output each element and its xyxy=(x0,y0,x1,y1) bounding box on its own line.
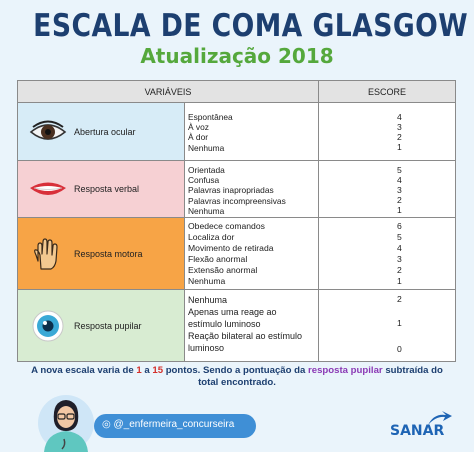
score-value: 2 xyxy=(397,195,402,205)
column-header-score: ESCORE xyxy=(367,87,406,97)
footnote xyxy=(10,365,464,389)
instagram-icon: ◎ xyxy=(102,419,114,430)
hand-icon xyxy=(28,237,68,271)
eye-icon xyxy=(28,115,68,149)
table-row xyxy=(18,290,455,361)
option-text: À dor xyxy=(188,132,209,143)
table-row xyxy=(18,218,455,290)
table-header xyxy=(18,81,455,103)
option-text: luminoso xyxy=(188,343,225,353)
nurse-avatar xyxy=(36,393,96,452)
score-value: 4 xyxy=(397,243,402,253)
options-list xyxy=(188,112,316,153)
footnote-text: a xyxy=(141,365,153,376)
column-divider xyxy=(184,103,185,361)
option-text: Nenhuma xyxy=(188,142,225,153)
footnote-highlight: resposta pupilar xyxy=(308,365,383,376)
footnote-text: pontos. Sendo a pontuação da xyxy=(163,365,309,376)
option-text: Localiza dor xyxy=(188,232,235,242)
score-value: 3 xyxy=(397,122,402,132)
score-value: 1 xyxy=(397,276,402,286)
score-value: 3 xyxy=(397,185,402,195)
score-value: 4 xyxy=(397,175,402,185)
category-label: Resposta verbal xyxy=(74,184,140,194)
score-value: 1 xyxy=(397,205,402,215)
option-text: Extensão anormal xyxy=(188,265,258,275)
column-divider xyxy=(318,81,319,361)
footnote-text: total encontrado. xyxy=(198,377,276,388)
score-value: 5 xyxy=(397,232,402,242)
option-text: Movimento de retirada xyxy=(188,243,274,253)
mouth-icon xyxy=(28,172,68,206)
footnote-min: 1 xyxy=(136,365,142,376)
social-handle-badge[interactable] xyxy=(94,414,256,438)
option-text: Espontânea xyxy=(188,112,233,122)
score-value: 3 xyxy=(397,254,402,264)
category-label: Resposta pupilar xyxy=(74,320,142,331)
page-subtitle: Atualização 2018 xyxy=(140,44,334,68)
footnote-text: subtraída do xyxy=(382,365,443,376)
options-list xyxy=(188,165,316,216)
score-value: 5 xyxy=(397,165,402,175)
option-text: Confusa xyxy=(188,175,220,186)
score-value: 1 xyxy=(397,318,402,328)
score-value: 1 xyxy=(397,142,402,152)
options-list xyxy=(188,221,316,287)
score-value: 4 xyxy=(397,112,402,122)
option-text: Orientada xyxy=(188,165,225,175)
option-text: Reação bilateral ao estímulo xyxy=(188,331,303,341)
category-cell xyxy=(18,218,184,289)
glasgow-table xyxy=(17,80,456,362)
table-row xyxy=(18,103,455,161)
score-value: 2 xyxy=(397,294,402,304)
option-text: Palavras incompreensivas xyxy=(188,195,286,206)
option-text: Obedece comandos xyxy=(188,221,265,231)
category-cell xyxy=(18,161,184,217)
option-text: Nenhuma xyxy=(188,205,225,216)
brand-logo: SANAR xyxy=(390,423,445,439)
options-list xyxy=(188,294,316,354)
option-text: Nenhuma xyxy=(188,295,228,305)
category-label: Abertura ocular xyxy=(74,126,136,137)
score-value: 2 xyxy=(397,132,402,142)
category-cell xyxy=(18,290,184,361)
column-header-variables: VARIÁVEIS xyxy=(144,87,192,97)
option-text: Nenhuma xyxy=(188,276,226,286)
option-text: Palavras inapropriadas xyxy=(188,185,274,196)
page-title: ESCALA DE COMA GLASGOW xyxy=(33,8,469,44)
option-text: À voz xyxy=(188,122,209,133)
score-value: 2 xyxy=(397,265,402,275)
category-label: Resposta motora xyxy=(74,248,143,259)
score-value: 6 xyxy=(397,221,402,231)
social-handle: @_enfermeira_concurseira xyxy=(113,419,235,430)
table-row xyxy=(18,161,455,218)
footnote-max: 15 xyxy=(152,365,164,376)
option-text: Apenas uma reage ao xyxy=(188,307,277,317)
score-value: 0 xyxy=(397,344,402,354)
footnote-text: A nova escala varia de xyxy=(31,365,137,376)
option-text: estímulo luminoso xyxy=(188,319,261,329)
category-cell xyxy=(18,103,184,160)
option-text: Flexão anormal xyxy=(188,254,248,264)
pupil-icon xyxy=(28,309,68,343)
